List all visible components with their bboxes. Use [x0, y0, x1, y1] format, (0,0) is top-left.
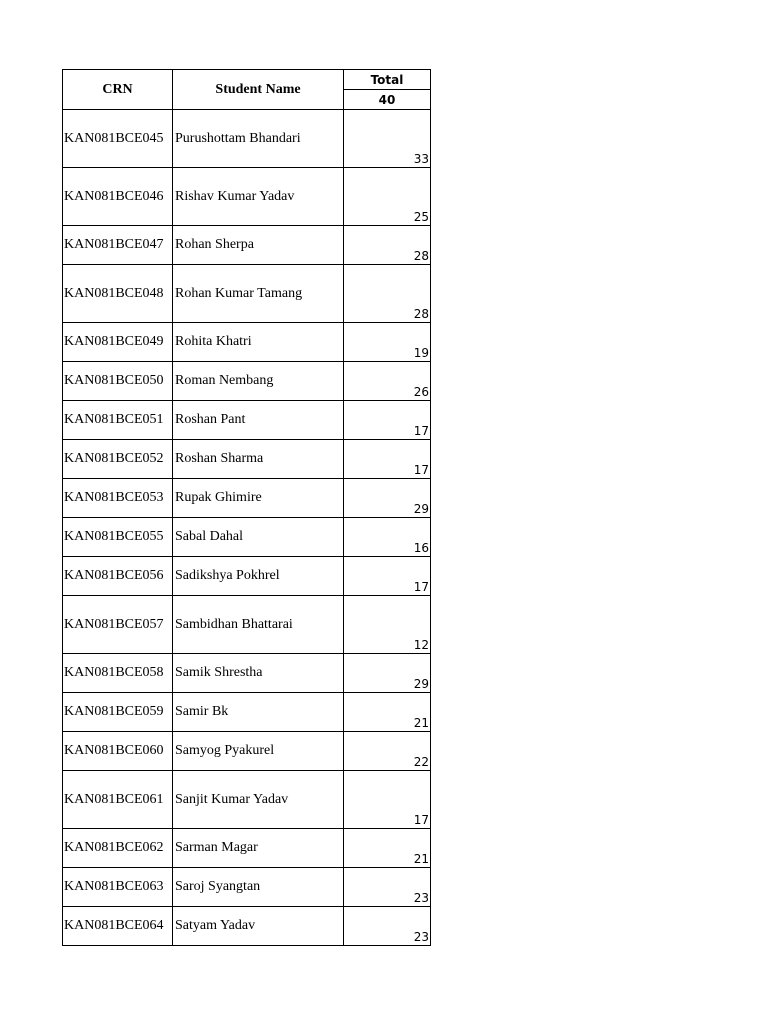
- total-score-cell: 12: [344, 596, 431, 654]
- total-score-cell: 17: [344, 440, 431, 479]
- total-score-cell: 17: [344, 557, 431, 596]
- table-row: [63, 323, 431, 362]
- crn-cell: KAN081BCE062: [63, 829, 173, 868]
- student-name-cell: Samik Shrestha: [173, 654, 344, 693]
- table-row: [63, 401, 431, 440]
- student-name-cell: Rohan Kumar Tamang: [173, 265, 344, 323]
- table-row: [63, 907, 431, 946]
- total-score-cell: 23: [344, 868, 431, 907]
- crn-cell: KAN081BCE058: [63, 654, 173, 693]
- crn-cell: KAN081BCE045: [63, 110, 173, 168]
- crn-cell: KAN081BCE052: [63, 440, 173, 479]
- total-score-cell: 26: [344, 362, 431, 401]
- crn-cell: KAN081BCE046: [63, 168, 173, 226]
- table-header: [63, 70, 431, 110]
- total-score-cell: 21: [344, 829, 431, 868]
- student-name-cell: Sambidhan Bhattarai: [173, 596, 344, 654]
- total-score-cell: 16: [344, 518, 431, 557]
- total-score-cell: 33: [344, 110, 431, 168]
- table-row: [63, 518, 431, 557]
- student-name-cell: Saroj Syangtan: [173, 868, 344, 907]
- crn-cell: KAN081BCE059: [63, 693, 173, 732]
- table-row: [63, 265, 431, 323]
- crn-cell: KAN081BCE064: [63, 907, 173, 946]
- table-row: [63, 771, 431, 829]
- student-name-cell: Roshan Pant: [173, 401, 344, 440]
- student-name-cell: Roshan Sharma: [173, 440, 344, 479]
- table-row: [63, 362, 431, 401]
- student-name-cell: Sabal Dahal: [173, 518, 344, 557]
- header-student-name: Student Name: [173, 70, 344, 110]
- marks-table: [62, 69, 431, 946]
- crn-cell: KAN081BCE060: [63, 732, 173, 771]
- table-row: [63, 596, 431, 654]
- crn-cell: KAN081BCE056: [63, 557, 173, 596]
- table-row: [63, 226, 431, 265]
- student-name-cell: Samir Bk: [173, 693, 344, 732]
- table-row: [63, 557, 431, 596]
- header-crn: CRN: [63, 70, 173, 110]
- header-total: Total: [344, 70, 431, 90]
- table-row: [63, 440, 431, 479]
- crn-cell: KAN081BCE057: [63, 596, 173, 654]
- crn-cell: KAN081BCE048: [63, 265, 173, 323]
- total-score-cell: 28: [344, 265, 431, 323]
- total-score-cell: 19: [344, 323, 431, 362]
- total-score-cell: 25: [344, 168, 431, 226]
- student-name-cell: Roman Nembang: [173, 362, 344, 401]
- student-name-cell: Sarman Magar: [173, 829, 344, 868]
- crn-cell: KAN081BCE055: [63, 518, 173, 557]
- student-name-cell: Sanjit Kumar Yadav: [173, 771, 344, 829]
- table-row: [63, 732, 431, 771]
- table-row: [63, 829, 431, 868]
- total-score-cell: 17: [344, 771, 431, 829]
- table-row: [63, 168, 431, 226]
- table-row: [63, 693, 431, 732]
- total-score-cell: 29: [344, 479, 431, 518]
- crn-cell: KAN081BCE051: [63, 401, 173, 440]
- student-name-cell: Rupak Ghimire: [173, 479, 344, 518]
- student-name-cell: Samyog Pyakurel: [173, 732, 344, 771]
- crn-cell: KAN081BCE053: [63, 479, 173, 518]
- table-row: [63, 654, 431, 693]
- table-row: [63, 868, 431, 907]
- header-total-max: 40: [344, 90, 431, 110]
- total-score-cell: 28: [344, 226, 431, 265]
- total-score-cell: 22: [344, 732, 431, 771]
- total-score-cell: 23: [344, 907, 431, 946]
- crn-cell: KAN081BCE050: [63, 362, 173, 401]
- table-row: [63, 110, 431, 168]
- student-name-cell: Rohan Sherpa: [173, 226, 344, 265]
- student-name-cell: Sadikshya Pokhrel: [173, 557, 344, 596]
- crn-cell: KAN081BCE049: [63, 323, 173, 362]
- student-name-cell: Rohita Khatri: [173, 323, 344, 362]
- crn-cell: KAN081BCE063: [63, 868, 173, 907]
- total-score-cell: 17: [344, 401, 431, 440]
- student-name-cell: Satyam Yadav: [173, 907, 344, 946]
- table-body: [63, 110, 431, 946]
- crn-cell: KAN081BCE047: [63, 226, 173, 265]
- table-row: [63, 479, 431, 518]
- student-name-cell: Purushottam Bhandari: [173, 110, 344, 168]
- crn-cell: KAN081BCE061: [63, 771, 173, 829]
- student-name-cell: Rishav Kumar Yadav: [173, 168, 344, 226]
- total-score-cell: 21: [344, 693, 431, 732]
- total-score-cell: 29: [344, 654, 431, 693]
